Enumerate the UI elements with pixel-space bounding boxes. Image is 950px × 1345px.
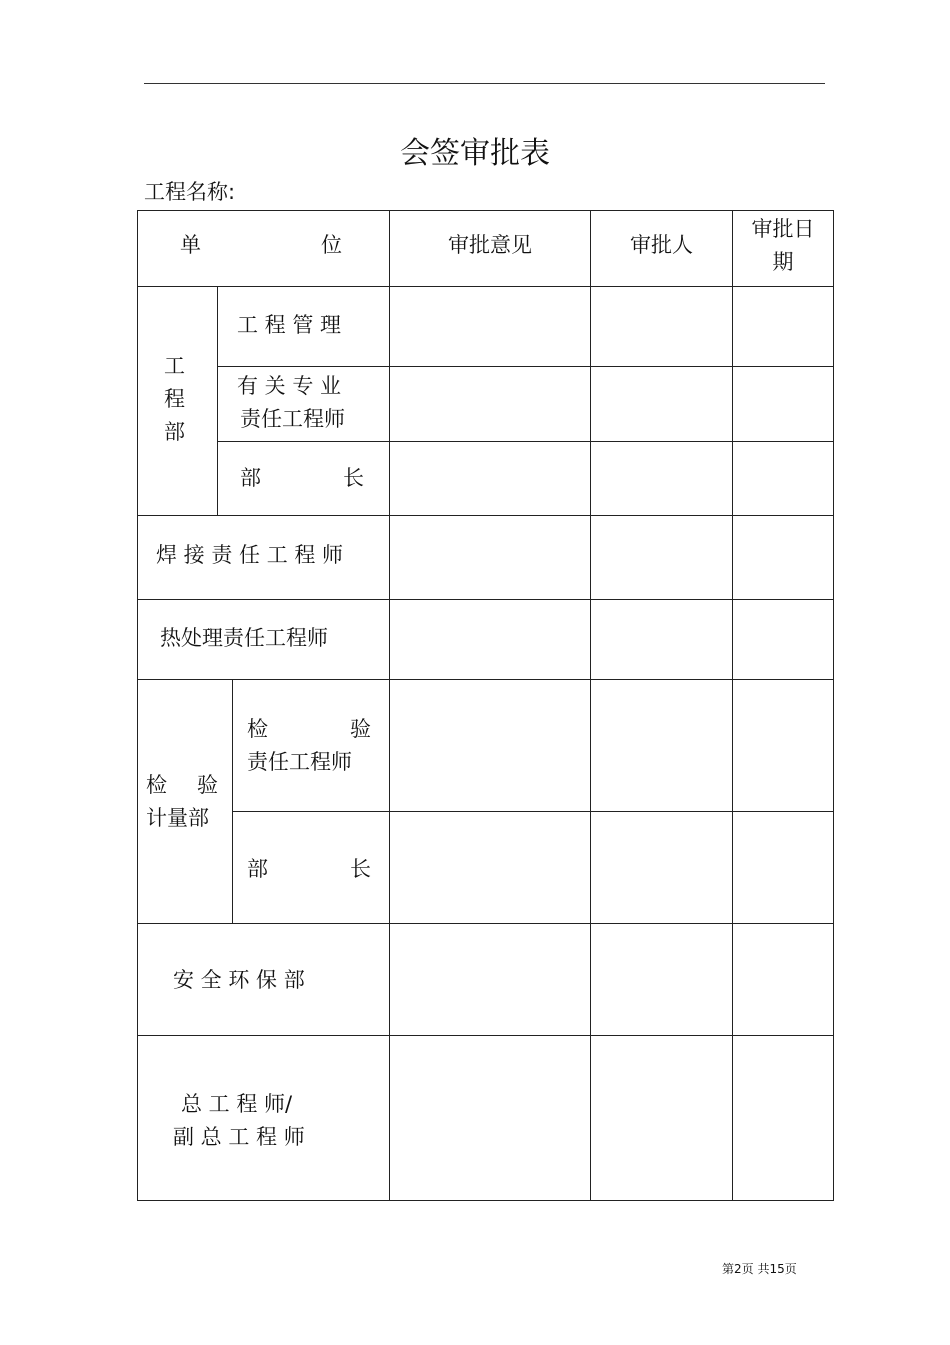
row-inspect-right: 验 bbox=[350, 717, 371, 741]
page-number: 第2页 共15页 bbox=[722, 1262, 797, 1276]
row-heat-treatment-engineer: 热处理责任工程师 bbox=[160, 626, 328, 650]
header-rule bbox=[144, 83, 825, 84]
table-rule bbox=[137, 599, 834, 600]
engineering-dept-label-2: 程 bbox=[164, 387, 185, 411]
table-col-rule bbox=[389, 210, 390, 1201]
inspection-dept-label-right: 验 bbox=[197, 773, 218, 797]
header-unit-right: 位 bbox=[321, 233, 342, 257]
table-rule bbox=[137, 286, 834, 287]
header-unit-left: 单 bbox=[180, 233, 201, 257]
table-rule bbox=[232, 811, 834, 812]
engineering-dept-label-3: 部 bbox=[164, 420, 185, 444]
header-approver: 审批人 bbox=[630, 233, 693, 257]
row-eng-head-left: 部 bbox=[240, 466, 261, 490]
row-chief-engineer-line1: 总 工 程 师/ bbox=[181, 1092, 293, 1116]
project-name-label: 工程名称: bbox=[144, 180, 236, 204]
row-engineering-management: 工 程 管 理 bbox=[237, 313, 342, 337]
row-inspect-left: 检 bbox=[247, 717, 268, 741]
engineering-dept-label-1: 工 bbox=[164, 354, 185, 378]
table-rule bbox=[217, 441, 834, 442]
table-rule bbox=[137, 679, 834, 680]
inspection-dept-label-line2: 计量部 bbox=[146, 806, 209, 830]
row-insp-head-left: 部 bbox=[247, 857, 268, 881]
table-border-right bbox=[833, 210, 834, 1201]
table-rule bbox=[217, 366, 834, 367]
header-opinion: 审批意见 bbox=[448, 233, 532, 257]
table-col-rule bbox=[232, 679, 233, 924]
table-col-rule bbox=[732, 210, 733, 1201]
row-insp-head-right: 长 bbox=[350, 857, 371, 881]
table-border-left bbox=[137, 210, 138, 1201]
header-date-line1: 审批日 bbox=[751, 217, 815, 241]
inspection-dept-label-left: 检 bbox=[146, 773, 167, 797]
table-rule bbox=[137, 515, 834, 516]
table-col-rule bbox=[590, 210, 591, 1201]
table-border-bottom bbox=[137, 1200, 834, 1201]
table-border-top bbox=[137, 210, 834, 211]
table-col-rule bbox=[217, 286, 218, 516]
row-welding-engineer: 焊 接 责 任 工 程 师 bbox=[156, 543, 344, 567]
row-inspect-line2: 责任工程师 bbox=[247, 750, 352, 774]
row-specialty-line1: 有 关 专 业 bbox=[237, 374, 342, 398]
table-rule bbox=[137, 923, 834, 924]
row-eng-head-right: 长 bbox=[343, 466, 364, 490]
row-chief-engineer-line2: 副 总 工 程 师 bbox=[173, 1125, 305, 1149]
row-specialty-line2: 责任工程师 bbox=[240, 407, 345, 431]
page-title: 会签审批表 bbox=[400, 136, 550, 171]
header-date-line2: 期 bbox=[772, 250, 794, 274]
table-rule bbox=[137, 1035, 834, 1036]
row-safety-environment: 安 全 环 保 部 bbox=[173, 968, 305, 992]
